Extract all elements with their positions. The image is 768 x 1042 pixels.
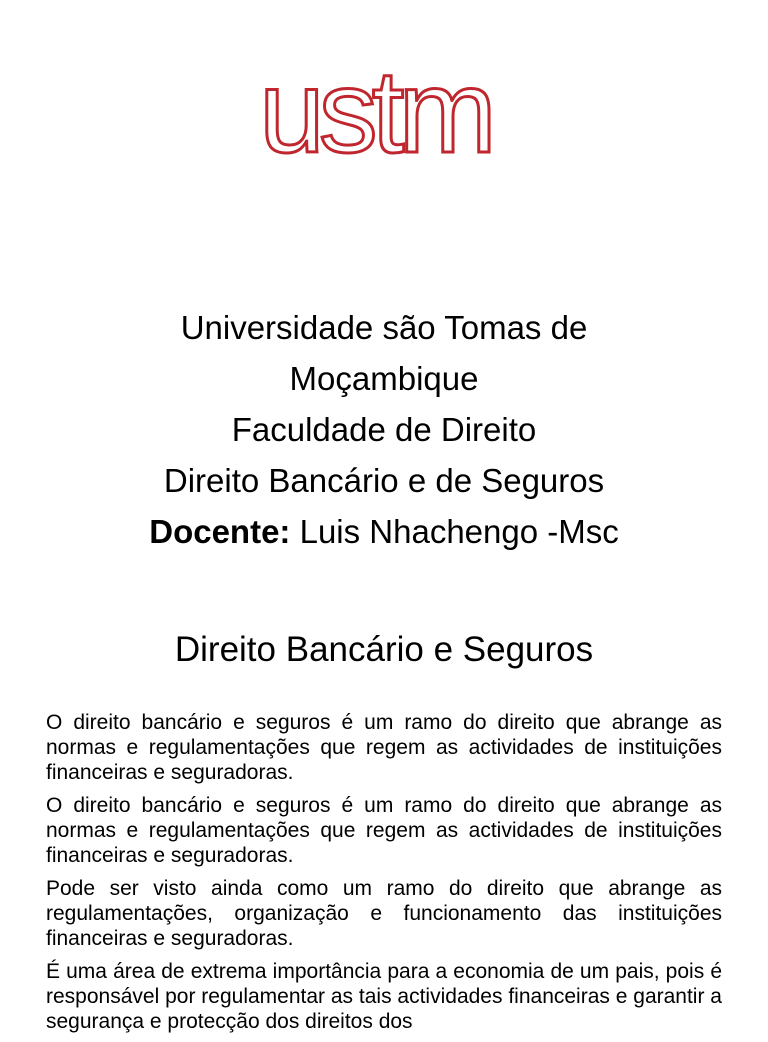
course-name: Direito Bancário e de Seguros	[163, 462, 605, 499]
university-name-line1: Universidade são Tomas de	[180, 309, 588, 346]
docente-line	[0, 506, 768, 557]
section-title: Direito Bancário e Seguros	[174, 630, 594, 669]
title-block	[0, 302, 768, 557]
paragraph: O direito bancário e seguros é um ramo do direito que abrange as normas e regulamentações que regem as actividades de instituições financeiras e seguradoras.	[46, 794, 722, 867]
docente-name: Luis Nhachengo -Msc	[290, 513, 619, 550]
ustm-logo	[240, 40, 510, 165]
faculty-name: Faculdade de Direito	[231, 411, 537, 448]
body-text	[46, 710, 722, 1042]
paragraph: É uma área de extrema importância para a economia de um pais, pois é responsável por regulamentar as tais actividades financeiras e garantir a segurança e protecção dos direitos dos	[46, 960, 722, 1033]
paragraph: O direito bancário e seguros é um ramo do direito que abrange as normas e regulamentações que regem as actividades de instituições financeiras e seguradoras.	[46, 711, 722, 784]
ustm-logo-graphic	[240, 40, 510, 165]
docente-label: Docente:	[149, 513, 291, 550]
paragraph: Pode ser visto ainda como um ramo do direito que abrange as regulamentações, organização e funcionamento das instituições financeiras e seguradoras.	[46, 877, 722, 950]
logo-wordmark: ustm	[259, 46, 491, 165]
university-name-line2: Moçambique	[289, 360, 479, 397]
